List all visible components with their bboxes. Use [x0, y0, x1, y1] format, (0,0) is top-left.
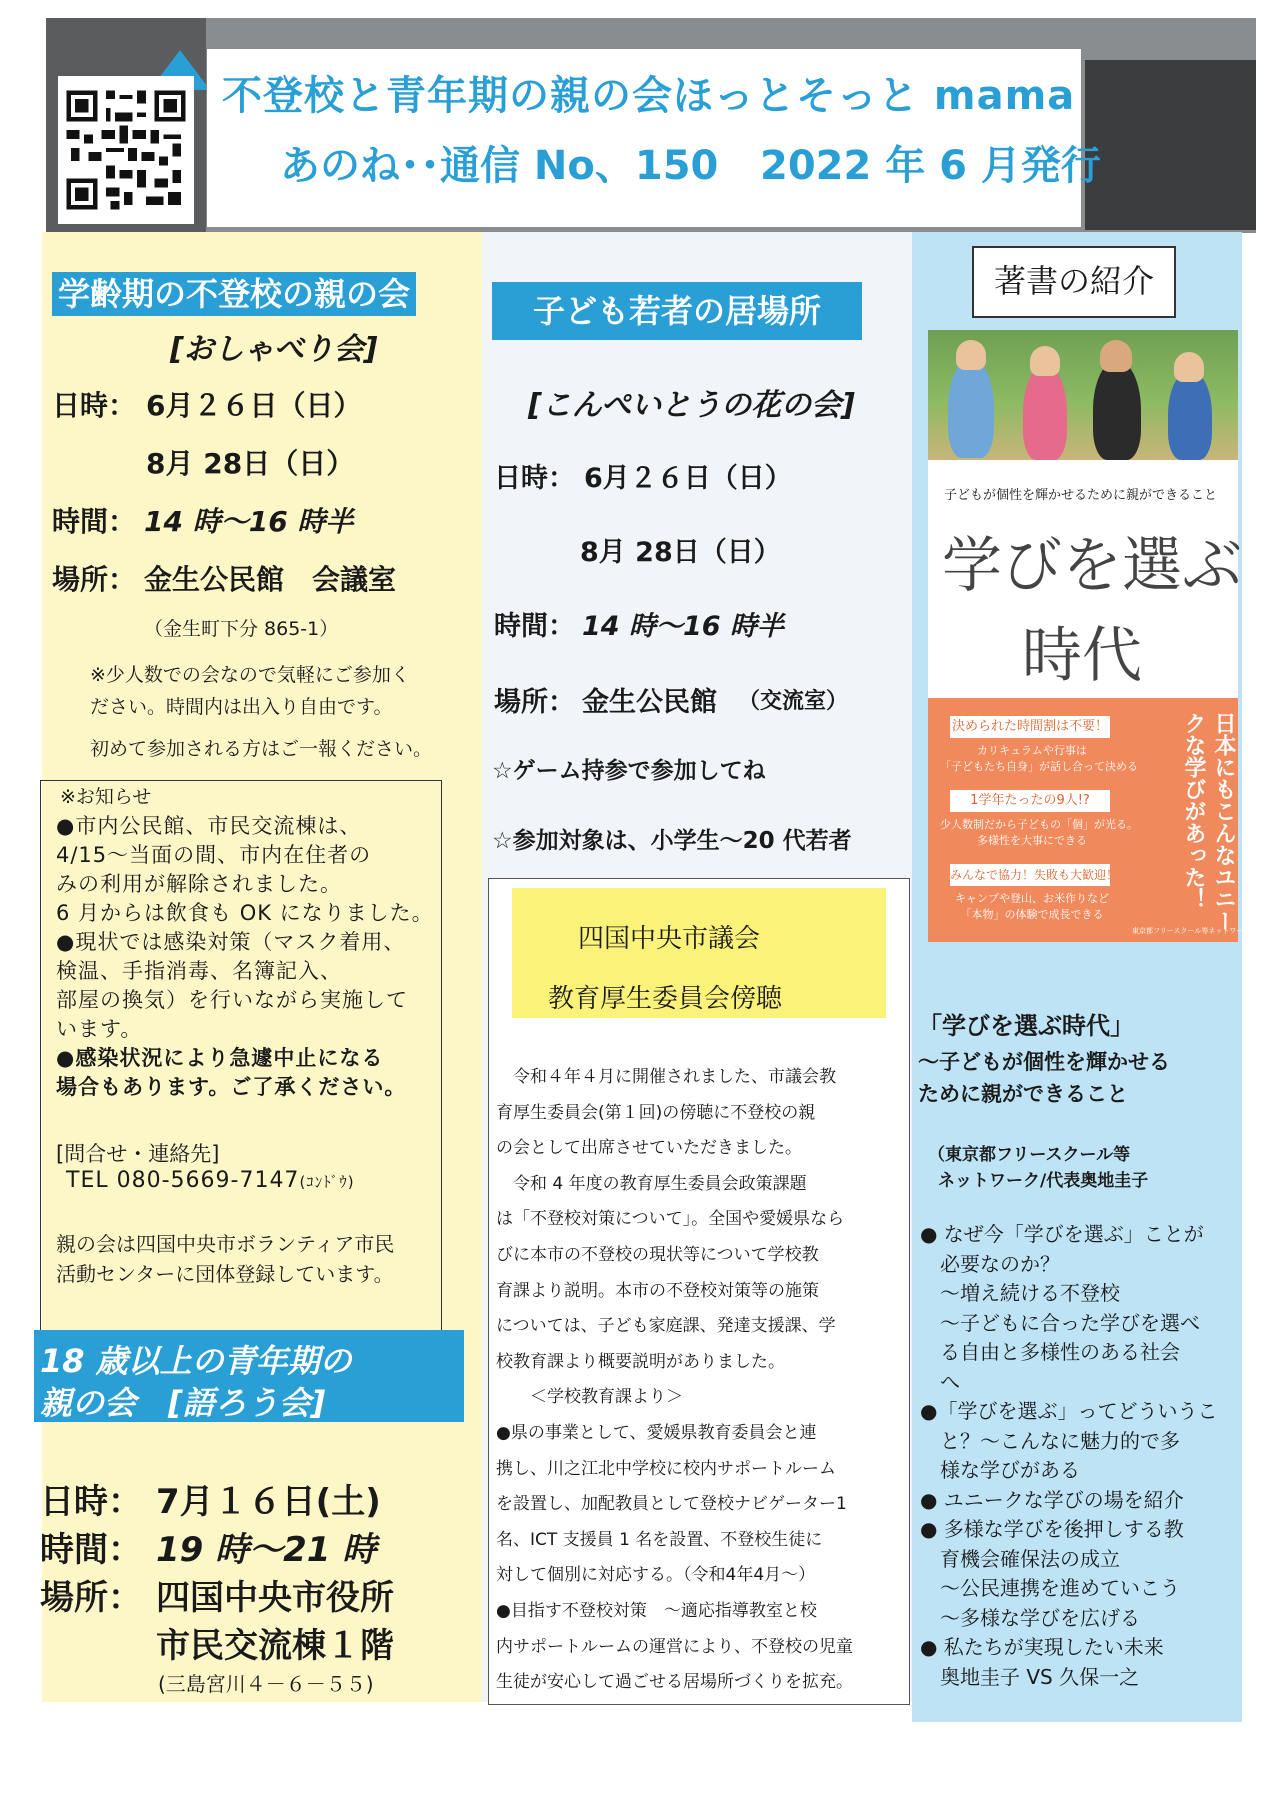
book-title-1: 学びを選ぶ	[942, 531, 1242, 601]
youth-place-label: 場所：	[40, 1578, 142, 1618]
book-subtitle-2: ために親ができること	[918, 1082, 1128, 1106]
list-item: る自由と多様性のある社会	[920, 1340, 1180, 1364]
list-item: 必要なのか？	[920, 1251, 1060, 1276]
notice-title: ※お知らせ	[60, 786, 152, 808]
mid-item-game: ☆ゲーム持参で参加してね	[492, 758, 766, 784]
book-name: 「学びを選ぶ時代」	[918, 1012, 1134, 1040]
book-intro-label: 著書の紹介	[972, 246, 1176, 318]
report-line: 内サポートルームの運営により、不登校の児童	[496, 1636, 853, 1657]
council-title-2: 教育厚生委員会傍聴	[548, 984, 783, 1014]
list-item: ～公民連携を進めていこう	[920, 1576, 1180, 1600]
list-item: 育機会確保法の成立	[920, 1546, 1120, 1571]
youth-time-label: 時間：	[40, 1530, 142, 1570]
mid-place-room: （交流室）	[738, 689, 849, 714]
list-item: ●「学びを選ぶ」ってどういうこ	[920, 1399, 1218, 1423]
mid-date-1: 6月２６日（日）	[584, 463, 792, 494]
place-label: 場所：	[52, 563, 137, 596]
book-vertical-text: 日本にもこんなユニークな学びがあった！	[1181, 712, 1236, 932]
report-line: 名、ICT 支援員 1 名を設置、不登校生徒に	[496, 1529, 823, 1550]
contact-label: [問合せ・連絡先]	[56, 1142, 220, 1166]
list-item: ● ユニークな学びの場を紹介	[920, 1487, 1184, 1512]
book-point-3-line-2: 「本物」の体験で成長できる	[960, 908, 1104, 921]
list-item: へ	[920, 1369, 960, 1394]
report-line: 令和 4 年度の教育厚生委員会政策課題	[496, 1173, 807, 1194]
list-item: ～多様な学びを広げる	[920, 1605, 1140, 1630]
book-point-2-head: 1学年たったの9人!?	[950, 790, 1110, 812]
book-title-2: 時代	[1022, 621, 1142, 691]
report-line: ●県の事業として、愛媛県教育委員会と連	[496, 1422, 817, 1443]
mid-time-label: 時間：	[494, 611, 575, 642]
child-figure	[948, 358, 994, 458]
note-line-1: ※少人数での会なので気軽にご参加く	[90, 664, 410, 686]
notice-line: 検温、手指消毒、名簿記入、	[56, 959, 342, 983]
report-line: ＜学校教育課より＞	[496, 1387, 683, 1408]
issue-date: 2022 年 6 月発行	[760, 143, 1101, 189]
list-item: 奥地圭子 VS 久保一之	[920, 1664, 1140, 1689]
youth-place-2: 市民交流棟１階	[156, 1626, 394, 1666]
notice-line: 6 月からは飲食も OK になりました。	[56, 901, 434, 925]
notice-line: ●現状では感染対策（マスク着用、	[56, 930, 406, 954]
middle-subheading: [こんぺいとうの花の会]	[528, 388, 855, 423]
list-item: ● 私たちが実現したい未来	[920, 1635, 1164, 1659]
book-point-3-line-1: キャンプや登山、お米作りなど	[955, 892, 1109, 905]
issue-number: あのね･･通信 No、150	[280, 143, 719, 189]
note-line-2: ださい。時間内は出入り自由です。	[90, 696, 393, 718]
report-line: の会として出席させていただきました。	[496, 1138, 802, 1159]
report-line: 令和４年４月に開催されました、市議会教	[496, 1067, 836, 1087]
report-line: 育課より説明。本市の不登校対策等の施策	[496, 1280, 819, 1301]
list-item: ● なぜ今「学びを選ぶ」ことが	[920, 1222, 1204, 1246]
book-author-1: （東京都フリースクール等	[928, 1145, 1131, 1165]
contact-name: (ｺﾝﾄﾞｳ)	[299, 1173, 355, 1191]
book-point-2-line-2: 多様性を大事にできる	[977, 834, 1087, 847]
report-line: は「不登校対策について」。全国や愛媛県なら	[496, 1209, 845, 1230]
notice-line: 部屋の換気）を行いながら実施して	[56, 988, 408, 1012]
section-heading-school-age: 学齢期の不登校の親の会	[52, 272, 416, 316]
mid-date-label: 日時：	[494, 463, 575, 494]
report-line: を設置し、加配教員として登校ナビゲーター1	[496, 1494, 847, 1515]
report-line: については、子ども家庭課、発達支援課、学	[496, 1316, 836, 1337]
report-line: 携し、川之江北中学校に校内サポートルーム	[496, 1458, 836, 1479]
mid-place-label: 場所：	[494, 687, 575, 718]
report-line: ●目指す不登校対策 ～適応指導教室と校	[496, 1600, 817, 1621]
event-date-2: 8月 28日（日）	[146, 447, 355, 480]
list-item: ～増え続ける不登校	[920, 1281, 1120, 1305]
event-place: 金生公民館 会議室	[144, 563, 397, 596]
youth-place-1: 四国中央市役所	[156, 1578, 394, 1618]
council-report-body	[496, 1060, 853, 1701]
youth-date-label: 日時：	[40, 1482, 142, 1522]
notice-line: 4/15～当面の間、市内在住者の	[56, 843, 372, 867]
notice-warning-line: ●感染状況により急遽中止になる	[56, 1046, 384, 1070]
book-point-3-head: みんなで協力！失敗も大歓迎！	[950, 864, 1110, 886]
child-head	[956, 340, 986, 370]
report-line: 育厚生委員会(第１回)の傍聴に不登校の親	[496, 1102, 816, 1123]
book-point-1-line-2: 「子どもたち自身」が話し合って決める	[940, 760, 1138, 773]
mid-place: 金生公民館	[582, 687, 717, 718]
report-line: 対して個別に対応する。（令和4年4月～）	[496, 1565, 816, 1586]
child-head	[1100, 340, 1132, 372]
book-subtitle-1: ～子どもが個性を輝かせる	[918, 1050, 1170, 1074]
contact-tel-number[interactable]: TEL 080-5669-7147	[66, 1168, 300, 1193]
notice-warning-line: 場合もあります。ご了承ください。	[56, 1075, 407, 1099]
book-publisher: 東京都フリースクール等ネットワーク編	[1132, 927, 1258, 935]
section-heading-youth-place: 子ども若者の居場所	[492, 282, 862, 340]
list-item: ● 多様な学びを後押しする教	[920, 1517, 1184, 1541]
note-line-3: 初めて参加される方はご一報ください。	[90, 738, 433, 760]
section-subheading: [おしゃべり会]	[170, 332, 378, 367]
list-item: と？～こんなに魅力的で多	[920, 1428, 1180, 1453]
time-label: 時間：	[52, 505, 137, 538]
list-item: ～子どもに合った学びを選べ	[920, 1310, 1200, 1335]
child-figure	[1093, 360, 1141, 460]
date-label: 日時：	[52, 389, 137, 422]
report-line: 校教育課より概要説明がありました。	[496, 1351, 785, 1372]
book-contents-list	[920, 1220, 1217, 1692]
book-point-2-line-1: 少人数制だから子どもの「個」が光る。	[940, 818, 1138, 831]
council-title-1: 四国中央市議会	[578, 924, 761, 954]
contact-tel[interactable]	[66, 1168, 355, 1193]
notice-line: ●市内公民館、市民交流棟は、	[56, 814, 362, 838]
list-item: 様な学びがある	[920, 1458, 1080, 1482]
book-tagline: 子どもが個性を輝かせるために親ができること	[944, 488, 1218, 503]
report-line: びに本市の不登校の現状等について学校教	[496, 1244, 819, 1265]
section-heading-youth-1: 18 歳以上の青年期の	[40, 1342, 352, 1380]
org-line-2: 活動センターに団体登録しています。	[56, 1262, 394, 1286]
book-cover-photo	[928, 330, 1238, 460]
child-figure	[1023, 365, 1067, 460]
event-time: 14 時～16 時半	[144, 505, 354, 538]
youth-time: 19 時～21 時	[156, 1530, 377, 1570]
header-photo	[1085, 60, 1256, 230]
newsletter-title: 不登校と青年期の親の会ほっとそっと mama	[222, 73, 1076, 119]
book-author-2: ネットワーク/代表奥地圭子	[938, 1171, 1149, 1191]
child-head	[1174, 352, 1204, 382]
notice-line: います。	[56, 1017, 143, 1041]
mid-time: 14 時～16 時半	[582, 611, 784, 642]
youth-address: (三島宮川４－６－５５)	[158, 1672, 374, 1696]
book-point-1-line-1: カリキュラムや行事は	[977, 744, 1087, 757]
mid-date-2: 8月 28日（日）	[580, 537, 781, 568]
book-point-1-head: 決められた時間割は不要！	[950, 716, 1110, 738]
event-address: （金生町下分 865-1）	[144, 618, 339, 640]
child-head	[1030, 346, 1060, 376]
report-line: 生徒が安心して過ごせる居場所づくりを拡充。	[496, 1672, 853, 1693]
child-figure	[1168, 370, 1212, 460]
mid-item-target: ☆参加対象は、小学生～20 代若者	[492, 828, 852, 854]
event-date-1: 6月２６日（日）	[146, 389, 362, 422]
qr-code-icon[interactable]	[58, 76, 194, 224]
notice-body	[56, 812, 434, 1102]
notice-line: みの利用が解除されました。	[56, 872, 342, 896]
section-heading-youth-2: 親の会 [語ろう会]	[40, 1384, 326, 1422]
youth-date: 7月１６日(土)	[156, 1482, 381, 1522]
org-line-1: 親の会は四国中央市ボランティア市民	[56, 1232, 395, 1256]
